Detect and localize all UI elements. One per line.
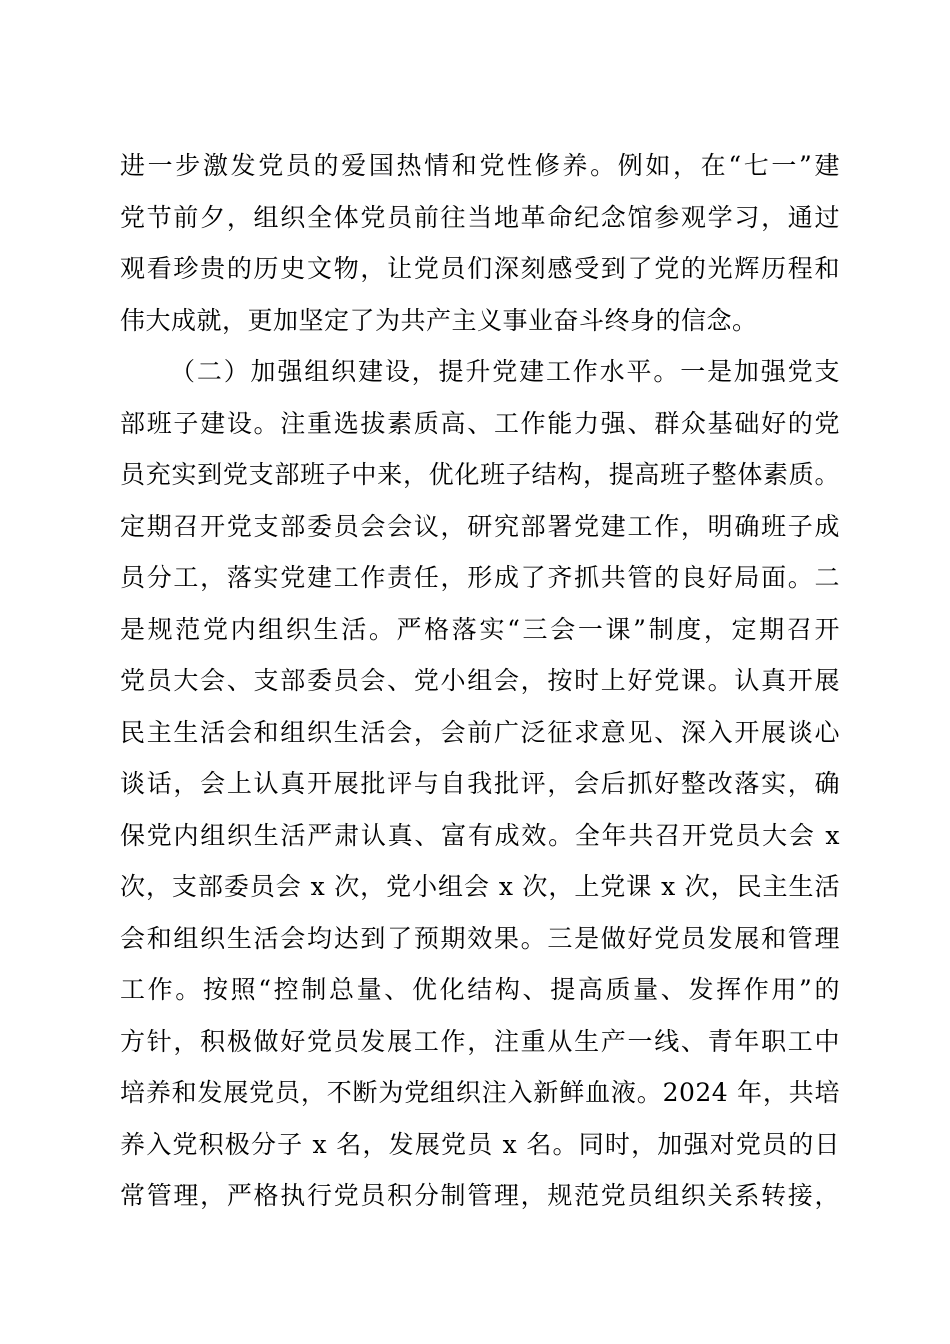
text-line: 观看珍贵的历史文物，让党员们深刻感受到了党的光辉历程和: [120, 254, 840, 283]
text-line: 保党内组织生活严肃认真、富有成效。全年共召开党员大会 x: [120, 820, 840, 850]
text-line: 员充实到党支部班子中来，优化班子结构，提高班子整体素质。: [120, 460, 840, 489]
text-line: 会和组织生活会均达到了预期效果。三是做好党员发展和管理: [120, 923, 840, 953]
text-line: 方针，积极做好党员发展工作，注重从生产一线、青年职工中: [120, 1026, 840, 1056]
text-line: 员分工，落实党建工作责任，形成了齐抓共管的良好局面。二: [120, 563, 840, 592]
text-line: 定期召开党支部委员会会议，研究部署党建工作，明确班子成: [120, 511, 840, 541]
text-line: 工作。按照“控制总量、优化结构、提高质量、发挥作用”的: [120, 975, 840, 1004]
text-line: 谈话，会上认真开展批评与自我批评，会后抓好整改落实，确: [120, 769, 840, 798]
section-heading-line: （二）加强组织建设，提升党建工作水平。一是加强党支: [170, 357, 840, 386]
text-line: 民主生活会和组织生活会，会前广泛征求意见、深入开展谈心: [120, 717, 840, 747]
text-line: 养入党积极分子 x 名，发展党员 x 名。同时，加强对党员的日: [120, 1129, 840, 1159]
text-line: 培养和发展党员，不断为党组织注入新鲜血液。2024 年，共培: [120, 1078, 840, 1107]
text-line: 常管理，严格执行党员积分制管理，规范党员组织关系转接，: [120, 1181, 840, 1210]
text-line: 党节前夕，组织全体党员前往当地革命纪念馆参观学习，通过: [120, 202, 840, 232]
body-text: [120, 140, 840, 1222]
text-line: 部班子建设。注重选拔素质高、工作能力强、群众基础好的党: [120, 408, 840, 438]
text-line: 是规范党内组织生活。严格落实“三会一课”制度，定期召开: [120, 614, 840, 644]
text-line: 伟大成就，更加坚定了为共产主义事业奋斗终身的信念。: [120, 305, 758, 335]
text-line: 进一步激发党员的爱国热情和党性修养。例如，在“七一”建: [120, 151, 840, 180]
text-line: 党员大会、支部委员会、党小组会，按时上好党课。认真开展: [120, 666, 840, 695]
text-line: 次，支部委员会 x 次，党小组会 x 次，上党课 x 次，民主生活: [120, 872, 840, 901]
